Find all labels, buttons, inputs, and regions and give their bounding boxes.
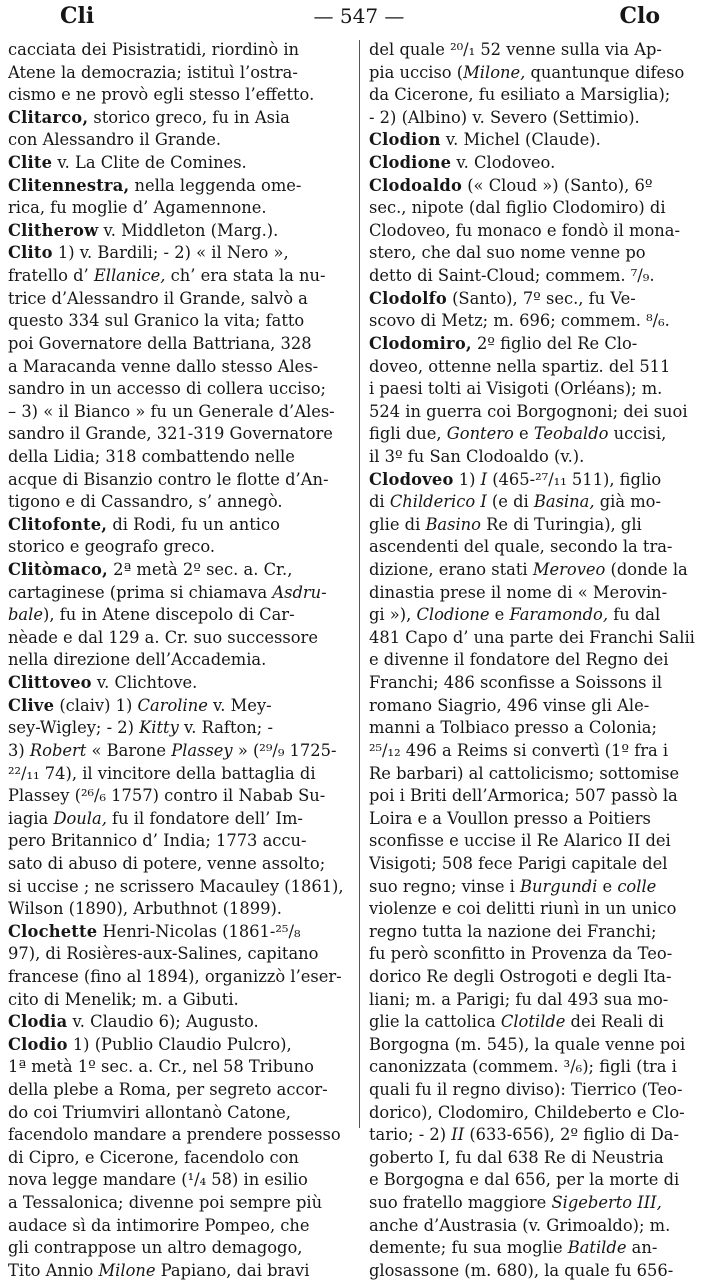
text-segment: ²⁵/₁₂ 496 a Reims si convertì (1º fra i [369, 740, 669, 760]
text-segment: v. Clodoveo. [451, 153, 556, 173]
text-segment: Re barbari) al cattolicismo; sottomise [369, 763, 680, 783]
text-segment: dorico), Clodomiro, Childeberto e Clo- [369, 1102, 685, 1122]
text-line [8, 559, 350, 582]
text-line [369, 604, 711, 627]
text-line [369, 401, 711, 424]
text-segment: quantunque difeso [525, 62, 685, 82]
text-segment: Wilson (1890), Arbuthnot (1899). [8, 899, 282, 919]
entry-headword: Clodoaldo [369, 175, 463, 195]
text-segment: stero, che dal suo nome venne po [369, 243, 646, 263]
text-segment: dorico Re degli Ostrogoti e degli Ita- [369, 966, 672, 986]
text-segment: del quale ²⁰/₁ 52 venne sulla via Ap- [369, 40, 662, 59]
text-segment: glosassone (m. 680), la quale fu 656- [369, 1260, 674, 1280]
italic-text: Teobaldo [533, 424, 609, 444]
text-segment: della plebe a Roma, per segreto accor- [8, 1080, 328, 1100]
text-segment: goberto I, fu dal 638 Re di Neustria [369, 1147, 664, 1167]
text-line [369, 152, 711, 175]
text-segment: facendolo mandare a prendere possesso [8, 1125, 341, 1145]
text-segment: a Tessalonica; divenne poi sempre più [8, 1193, 323, 1213]
text-segment: quali fu il regno diviso): Tierrico (Teo- [369, 1080, 683, 1100]
text-line [8, 989, 350, 1012]
text-segment: demente; fu sua moglie [369, 1238, 568, 1258]
text-line [369, 717, 711, 740]
text-segment: Plassey (²⁶/₆ 1757) contro il Nabab Su- [8, 786, 326, 806]
text-line [369, 1124, 711, 1147]
text-segment: (465-²⁷/₁₁ 511), figlio [487, 469, 662, 489]
text-segment: sey-Wigley; - 2) [8, 718, 140, 738]
text-line [8, 1215, 350, 1238]
italic-text: bale [8, 605, 43, 625]
text-line [8, 423, 350, 446]
text-segment: 481 Capo d’ una parte dei Franchi Salii [369, 627, 695, 647]
italic-text: Childerico I [389, 492, 487, 512]
right-column [369, 39, 711, 1283]
text-segment: v. Rafton; - [178, 718, 273, 738]
text-segment: 1) [453, 469, 481, 489]
italic-text: Plassey [171, 740, 233, 760]
text-line [369, 423, 711, 446]
italic-text: Meroveo [532, 560, 606, 580]
text-segment: (claiv) 1) [54, 695, 138, 715]
text-segment: nella leggenda ome- [129, 175, 302, 195]
text-segment: sec., nipote (dal figlio Clodomiro) di [369, 198, 666, 218]
entry-headword: Clite [8, 153, 53, 173]
italic-text: Batilde [567, 1238, 627, 1258]
page-number: — 547 — [313, 4, 405, 28]
text-segment: suo fratello maggiore [369, 1193, 552, 1213]
text-segment: fu dal [608, 605, 661, 625]
text-segment: glie la cattolica [369, 1012, 501, 1032]
text-segment: poi Governatore della Battriana, 328 [8, 333, 312, 353]
text-segment: (Santo), 7º sec., fu Ve- [446, 288, 636, 308]
text-line [369, 559, 711, 582]
text-line [369, 491, 711, 514]
text-segment: v. Claudio 6); Augusto. [67, 1012, 259, 1032]
text-segment: dei Reali di [565, 1012, 664, 1032]
text-line [8, 197, 350, 220]
text-segment: Loira e a Voullon presso a Poitiers [369, 808, 651, 828]
text-line [369, 763, 711, 786]
text-segment: – 3) « il Bianco » fu un Generale d’Ales- [8, 401, 335, 421]
text-line [8, 853, 350, 876]
text-line [8, 830, 350, 853]
text-segment: v. La Clite de Comines. [52, 153, 247, 173]
text-segment: scovo di Metz; m. 696; commem. ⁸/₆. [369, 311, 670, 331]
text-line [8, 446, 350, 469]
italic-text: Kitty [139, 718, 179, 738]
text-line [8, 740, 350, 763]
text-line [8, 491, 350, 514]
text-segment: v. Middleton (Marg.). [98, 220, 279, 240]
text-line [369, 672, 711, 695]
text-segment: cartaginese (prima si chiamava [8, 582, 273, 602]
text-line [369, 1079, 711, 1102]
text-segment: e [597, 876, 618, 896]
left-column [8, 39, 350, 1283]
text-line [369, 242, 711, 265]
text-segment: 1ª metà 1º sec. a. Cr., nel 58 Tribuno [8, 1057, 314, 1077]
text-line [369, 853, 711, 876]
italic-text: Sigeberto III, [551, 1193, 662, 1213]
text-line [369, 333, 711, 356]
text-segment: con Alessandro il Grande. [8, 130, 222, 150]
text-line [8, 921, 350, 944]
italic-text: Burgundi [520, 876, 598, 896]
text-line [369, 1102, 711, 1125]
text-line [8, 39, 350, 62]
text-line [8, 536, 350, 559]
page-header [0, 0, 718, 36]
text-line [369, 1011, 711, 1034]
text-line [8, 649, 350, 672]
text-line [8, 627, 350, 650]
text-line [8, 220, 350, 243]
text-line [369, 966, 711, 989]
text-line [369, 582, 711, 605]
text-segment: 1) (Publio Claudio Pulcro), [67, 1034, 292, 1054]
text-segment: fratello d’ [8, 266, 94, 286]
entry-headword: Clittoveo [8, 673, 92, 693]
text-segment: (633-656), 2º figlio di Da- [464, 1125, 679, 1145]
text-line [369, 1147, 711, 1170]
text-line [369, 943, 711, 966]
text-line [369, 175, 711, 198]
text-line [369, 649, 711, 672]
text-line [369, 627, 711, 650]
entry-headword: Clodio [8, 1034, 68, 1054]
text-line [8, 1237, 350, 1260]
text-segment: di Cipro, e Cicerone, facendolo con [8, 1147, 299, 1167]
italic-text: Asdru- [272, 582, 327, 602]
text-segment: Tito Annio [8, 1260, 99, 1280]
text-line [8, 356, 350, 379]
text-line [8, 1192, 350, 1215]
text-segment: pia ucciso ( [369, 62, 464, 82]
text-segment: (e di [486, 492, 534, 512]
text-segment: ), fu in Atene discepolo di Car- [42, 605, 295, 625]
text-segment: romano Siagrio, 496 vinse gli Ale- [369, 695, 650, 715]
entry-headword: Clodolfo [369, 288, 447, 308]
text-line [369, 876, 711, 899]
text-line [369, 197, 711, 220]
text-line [369, 1260, 711, 1283]
entry-headword: Clodoveo [369, 469, 454, 489]
text-segment: v. Michel (Claude). [440, 130, 601, 150]
text-segment: 97), di Rosières-aux-Salines, capitano [8, 944, 319, 964]
text-line [8, 808, 350, 831]
text-segment: poi i Briti dell’Armorica; 507 passò la [369, 786, 678, 806]
text-segment: Henri-Nicolas (1861-²⁵/₈ [97, 921, 301, 941]
italic-text: Caroline [137, 695, 208, 715]
text-segment: di [369, 492, 390, 512]
text-segment: pero Britannico d’ India; 1773 accu- [8, 831, 307, 851]
text-segment: sandro il Grande, 321-319 Governatore [8, 424, 333, 444]
text-line [369, 536, 711, 559]
running-head-right: Clo [619, 3, 660, 29]
text-line [8, 310, 350, 333]
text-segment: sandro in un accesso di collera ucciso; [8, 379, 327, 399]
text-line [8, 604, 350, 627]
text-segment: il 3º fu San Clodoaldo (v.). [369, 446, 585, 466]
text-line [369, 310, 711, 333]
text-line [8, 898, 350, 921]
text-segment: fu però sconfitto in Provenza da Teo- [369, 944, 673, 964]
text-line [8, 333, 350, 356]
text-segment: v. Mey- [207, 695, 272, 715]
text-line [369, 62, 711, 85]
text-line [8, 175, 350, 198]
text-segment: Clodoveo, fu monaco e fondò il mona- [369, 220, 680, 240]
text-line [8, 785, 350, 808]
text-segment: » (²⁹/₉ 1725- [232, 740, 337, 760]
text-line [369, 989, 711, 1012]
text-line [369, 898, 711, 921]
text-segment: ch’ era stata la nu- [165, 266, 326, 286]
text-segment: manni a Tolbiaco presso a Colonia; [369, 718, 657, 738]
text-segment: figli due, [369, 424, 447, 444]
italic-text: I [480, 469, 488, 489]
entry-headword: Clitennestra, [8, 175, 130, 195]
text-segment: cacciata dei Pisistratidi, riordinò in [8, 40, 300, 59]
italic-text: Ellanice, [93, 266, 166, 286]
italic-text: Robert [29, 740, 87, 760]
text-line [369, 107, 711, 130]
text-segment: 524 in guerra coi Borgognoni; dei suoi [369, 401, 688, 421]
text-segment: Visigoti; 508 fece Parigi capitale del [369, 853, 668, 873]
entry-headword: Clitarco, [8, 107, 89, 127]
entry-headword: Clodione [369, 153, 452, 173]
text-line [8, 966, 350, 989]
italic-text: Milone, [463, 62, 526, 82]
text-segment: audace sì da intimorire Pompeo, che [8, 1215, 310, 1235]
text-segment: anche d’Austrasia (v. Grimoaldo); m. [369, 1215, 671, 1235]
text-line [8, 152, 350, 175]
text-segment: iagia [8, 808, 54, 828]
text-line [369, 220, 711, 243]
text-line [369, 39, 711, 62]
text-segment: « Barone [86, 740, 172, 760]
text-segment: liani; m. a Parigi; fu dal 493 sua mo- [369, 989, 669, 1009]
italic-text: Clodione [416, 605, 490, 625]
text-line [369, 808, 711, 831]
italic-text: Faramondo, [509, 605, 609, 625]
entry-headword: Clitofonte, [8, 514, 108, 534]
text-line [8, 1124, 350, 1147]
text-segment: acque di Bisanzio contro le flotte d’An- [8, 469, 329, 489]
text-line [369, 514, 711, 537]
text-segment: già mo- [594, 492, 661, 512]
text-line [8, 1079, 350, 1102]
entry-headword: Clochette [8, 921, 98, 941]
text-segment: an- [626, 1238, 658, 1258]
text-line [8, 378, 350, 401]
text-segment: ²²/₁₁ 74), il vincitore della battaglia di [8, 763, 316, 783]
text-segment: (donde la [605, 560, 688, 580]
text-line [8, 265, 350, 288]
text-segment: sconfisse e uccise il Re Alarico II dei [369, 831, 671, 851]
text-line [8, 129, 350, 152]
text-segment: tigono e di Cassandro, s’ annegò. [8, 492, 283, 512]
text-line [8, 288, 350, 311]
text-segment: trice d’Alessandro il Grande, salvò a [8, 288, 308, 308]
text-segment: dizione, erano stati [369, 560, 533, 580]
italic-text: Milone [98, 1260, 156, 1280]
text-line [369, 1192, 711, 1215]
text-segment: uccisi, [608, 424, 667, 444]
italic-text: Basino [425, 514, 481, 534]
text-line [8, 695, 350, 718]
text-segment: e Borgogna e dal 656, per la morte di [369, 1170, 680, 1190]
text-segment: 1) v. Bardili; - 2) « il Nero », [52, 243, 289, 263]
text-segment: regno tutta la nazione dei Franchi; [369, 921, 657, 941]
text-segment: gli contrappose un altro demagogo, [8, 1238, 303, 1258]
text-line [369, 830, 711, 853]
text-line [8, 242, 350, 265]
text-line [8, 469, 350, 492]
text-line [369, 785, 711, 808]
text-line [369, 265, 711, 288]
text-segment: Franchi; 486 sconfisse a Soissons il [369, 673, 663, 693]
text-segment: di Rodi, fu un antico [107, 514, 280, 534]
text-segment: do coi Triumviri allontanò Catone, [8, 1102, 291, 1122]
text-segment: storico e geografo greco. [8, 537, 216, 557]
text-segment: nella direzione dell’Accademia. [8, 650, 267, 670]
text-segment: suo regno; vinse i [369, 876, 521, 896]
text-line [369, 356, 711, 379]
text-line [369, 446, 711, 469]
text-line [8, 672, 350, 695]
running-head-left: Cli [60, 3, 95, 29]
italic-text: Basina, [533, 492, 595, 512]
text-line [8, 62, 350, 85]
text-segment: violenze e coi delitti riunì in un unico [369, 899, 677, 919]
text-line [8, 717, 350, 740]
text-line [369, 921, 711, 944]
text-segment: glie di [369, 514, 426, 534]
text-line [8, 1102, 350, 1125]
text-line [8, 876, 350, 899]
text-line [8, 763, 350, 786]
text-segment: - 2) (Albino) v. Severo (Settimio). [369, 107, 640, 127]
text-line [8, 1260, 350, 1283]
text-segment: sato di abuso di potere, venne assolto; [8, 853, 326, 873]
text-segment: Borgogna (m. 545), la quale venne poi [369, 1034, 686, 1054]
column-divider [359, 40, 360, 1128]
text-line [369, 1215, 711, 1238]
text-segment: a Maracanda venne dallo stesso Ales- [8, 356, 319, 376]
text-segment: ascendenti del quale, secondo la tra- [369, 537, 673, 557]
text-segment: nèade e dal 129 a. Cr. suo successore [8, 627, 318, 647]
text-line [8, 582, 350, 605]
italic-text: Gontero [446, 424, 514, 444]
text-segment: da Cicerone, fu esiliato a Marsiglia); [369, 85, 671, 105]
text-segment: e divenne il fondatore del Regno dei [369, 650, 669, 670]
text-line [369, 740, 711, 763]
text-segment: e [513, 424, 534, 444]
text-segment: cito di Menelik; m. a Gibuti. [8, 989, 239, 1009]
text-segment: e [489, 605, 510, 625]
text-segment: v. Clichtove. [91, 673, 198, 693]
text-line [8, 401, 350, 424]
entry-headword: Clodia [8, 1012, 68, 1032]
text-line [8, 943, 350, 966]
text-segment: Atene la democrazia; istituì l’ostra- [8, 62, 298, 82]
entry-headword: Clito [8, 243, 53, 263]
text-line [369, 129, 711, 152]
text-line [369, 1034, 711, 1057]
text-line [8, 1056, 350, 1079]
text-line [8, 1011, 350, 1034]
text-segment: fu il fondatore dell’ Im- [106, 808, 303, 828]
text-segment: doveo, ottenne nella spartiz. del 511 [369, 356, 671, 376]
text-segment: Re di Turingia), gli [480, 514, 642, 534]
text-line [8, 84, 350, 107]
text-line [8, 1147, 350, 1170]
text-segment: 2ª metà 2º sec. a. Cr., [107, 560, 293, 580]
text-segment: detto di Saint-Cloud; commem. ⁷/₉. [369, 266, 655, 286]
text-line [369, 1169, 711, 1192]
text-line [369, 84, 711, 107]
text-segment: Papiano, dai bravi [155, 1260, 310, 1280]
text-segment: della Lidia; 318 combattendo nelle [8, 446, 295, 466]
text-segment: rica, fu moglie d’ Agamennone. [8, 198, 267, 218]
text-line [369, 378, 711, 401]
text-line [8, 107, 350, 130]
entry-headword: Clodomiro, [369, 333, 472, 353]
text-segment: gi »), [369, 605, 417, 625]
text-segment: nova legge mandare (¹/₄ 58) in esilio [8, 1170, 308, 1190]
italic-text: Doula, [53, 808, 107, 828]
entry-headword: Clodion [369, 130, 441, 150]
entry-headword: Clitòmaco, [8, 560, 108, 580]
text-segment: (« Cloud ») (Santo), 6º [462, 175, 653, 195]
text-segment: dinastia prese il nome di « Merovin- [369, 582, 668, 602]
text-segment: questo 334 sul Granico la vita; fatto [8, 311, 305, 331]
text-segment: 3) [8, 740, 30, 760]
text-line [8, 1034, 350, 1057]
text-segment: canonizzata (commem. ³/₆); figli (tra i [369, 1057, 677, 1077]
text-line [369, 469, 711, 492]
text-segment: cismo e ne provò egli stesso l’effetto. [8, 85, 315, 105]
text-line [369, 695, 711, 718]
entry-headword: Clitherow [8, 220, 99, 240]
text-line [8, 514, 350, 537]
text-line [369, 1237, 711, 1260]
text-segment: francese (fino al 1894), organizzò l’eser- [8, 966, 342, 986]
text-line [369, 288, 711, 311]
italic-text: colle [617, 876, 657, 896]
text-line [8, 1169, 350, 1192]
text-segment: storico greco, fu in Asia [88, 107, 290, 127]
text-segment: tario; - 2) [369, 1125, 452, 1145]
italic-text: Clotilde [500, 1012, 566, 1032]
text-segment: 2º figlio del Re Clo- [471, 333, 638, 353]
text-segment: si uccise ; ne scrissero Macauley (1861), [8, 876, 344, 896]
text-line [369, 1056, 711, 1079]
italic-text: II [451, 1125, 465, 1145]
entry-headword: Clive [8, 695, 55, 715]
text-segment: i paesi tolti ai Visigoti (Orléans); m. [369, 379, 663, 399]
